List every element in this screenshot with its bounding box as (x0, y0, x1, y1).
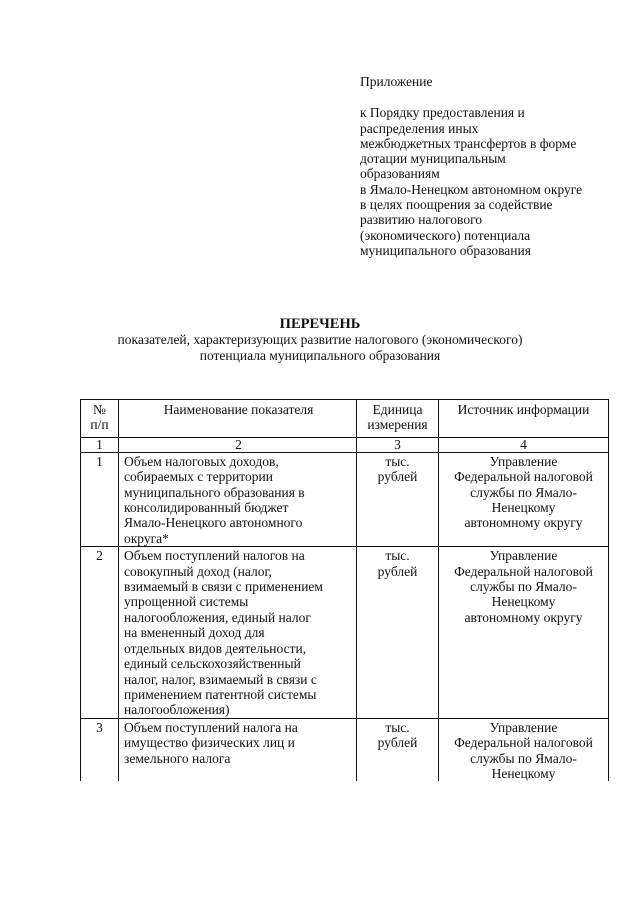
row-source-line: службы по Ямало- (470, 750, 577, 766)
appendix-line: распределения иных (360, 120, 479, 136)
row-unit (357, 547, 439, 718)
row-num: 1 (81, 452, 119, 546)
row-name (119, 547, 357, 718)
table-header-row (81, 400, 609, 438)
row-name-line: налогообложения) (124, 702, 230, 718)
row-name-line: совокупный доход (налог, (124, 563, 272, 579)
row-name-line: имущество физических лиц и (124, 735, 295, 751)
row-source-line: Управление (489, 453, 558, 469)
row-name-line: собираемых с территории (124, 469, 273, 485)
header-unit (357, 400, 439, 438)
header-unit-line: Единица (372, 402, 423, 417)
document-subtitle-line: показателей, характеризующих развитие налогового (экономического) (117, 332, 523, 347)
row-name-line: Объем поступлений налогов на (124, 548, 305, 564)
row-unit-line: тыс. (385, 719, 410, 735)
document-title: ПЕРЕЧЕНЬ (279, 316, 361, 332)
row-source-line: Федеральной налоговой (454, 469, 593, 485)
appendix-line: муниципального образования (360, 242, 531, 258)
document-subtitle-line: потенциала муниципального образования (199, 347, 441, 363)
row-name (119, 718, 357, 781)
row-name-line: Объем поступлений налога на (124, 719, 298, 735)
row-name-line: Ямало-Ненецкого автономного (124, 515, 303, 531)
row-name-line: отдельных видов деятельности, (124, 640, 307, 656)
row-source (439, 547, 609, 718)
appendix-line: развитию налогового (360, 212, 483, 228)
appendix-line: в целях поощрения за содействие (360, 197, 553, 213)
row-unit-line: рублей (377, 469, 418, 485)
row-source-line: автономному округу (464, 609, 583, 625)
column-number: 3 (357, 437, 439, 452)
header-num (81, 400, 119, 438)
header-num-line: п/п (90, 417, 109, 433)
row-num: 2 (81, 547, 119, 718)
row-name-line: упрощенной системы (124, 594, 249, 610)
header-name: Наименование показателя (119, 400, 357, 438)
row-source-line: Ненецкому (491, 594, 556, 610)
row-source-line: Ненецкому (491, 765, 556, 781)
appendix-line: (экономического) потенциала (360, 227, 531, 243)
row-num: 3 (81, 718, 119, 781)
row-unit-line: тыс. (385, 453, 410, 469)
row-name-line: консолидированный бюджет (124, 500, 289, 516)
row-source-line: Ненецкому (491, 500, 556, 516)
row-source-line: Управление (489, 548, 558, 564)
appendix-title: Приложение (360, 74, 433, 89)
appendix-line: образованиям (360, 166, 440, 182)
row-unit-line: рублей (377, 735, 418, 751)
row-source-line: службы по Ямало- (470, 579, 577, 595)
column-number: 4 (439, 437, 609, 452)
row-name-line: округа* (124, 530, 169, 546)
row-name-line: земельного налога (124, 750, 231, 766)
row-name-line: на вмененный доход для (124, 625, 265, 641)
appendix-line: к Порядку предоставления и (360, 105, 525, 121)
row-name-line: налог, налог, взимаемый в связи с (124, 671, 317, 687)
row-source-line: автономному округу (464, 515, 583, 531)
appendix-line: дотации муниципальным (360, 151, 506, 167)
row-name-line: муниципального образования в (124, 484, 305, 500)
row-source (439, 718, 609, 781)
row-unit-line: рублей (377, 563, 418, 579)
header-source: Источник информации (439, 400, 609, 438)
row-name (119, 452, 357, 546)
appendix-block (360, 74, 622, 258)
row-source-line: Федеральной налоговой (454, 563, 593, 579)
row-source-line: Федеральной налоговой (454, 735, 593, 751)
row-source-line: Управление (489, 719, 558, 735)
row-name-line: взимаемый в связи с применением (124, 579, 323, 595)
row-unit (357, 452, 439, 546)
row-name-line: налогообложения, единый налог (124, 609, 311, 625)
appendix-line: межбюджетных трансфертов в форме (360, 135, 577, 151)
row-source-line: службы по Ямало- (470, 484, 577, 500)
column-number: 1 (81, 437, 119, 452)
header-num-line: № (93, 402, 106, 417)
row-unit-line: тыс. (385, 548, 410, 564)
column-number: 2 (119, 437, 357, 452)
row-name-line: единый сельскохозяйственный (124, 656, 301, 672)
row-name-line: применением патентной системы (124, 686, 317, 702)
row-unit (357, 718, 439, 781)
header-unit-line: измерения (367, 417, 428, 433)
indicators-table (80, 399, 609, 781)
table-row (81, 718, 609, 781)
row-name-line: Объем налоговых доходов, (124, 453, 279, 469)
column-number-row (81, 437, 609, 452)
appendix-line: в Ямало-Ненецком автономном округе (360, 181, 583, 197)
row-source (439, 452, 609, 546)
table-row (81, 452, 609, 546)
document-heading (0, 316, 640, 363)
table-row (81, 547, 609, 718)
